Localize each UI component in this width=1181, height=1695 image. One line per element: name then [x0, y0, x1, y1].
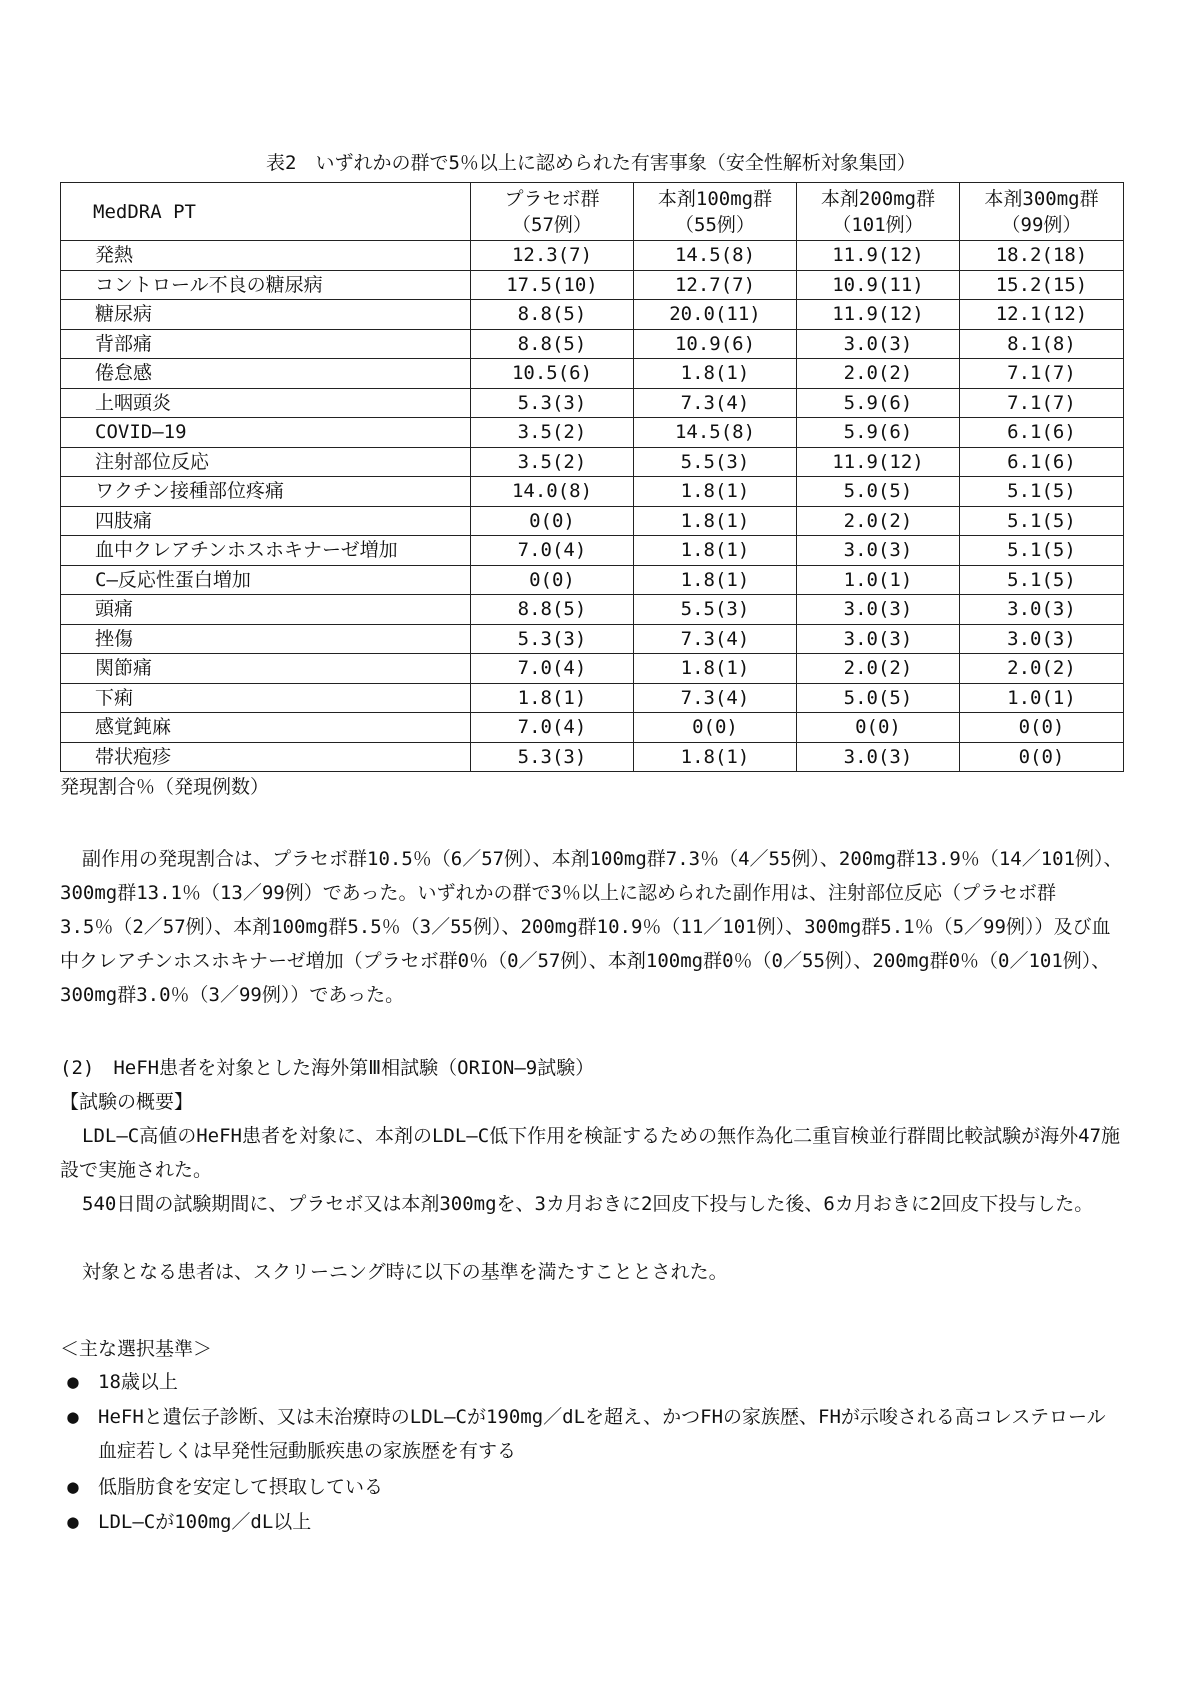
row-value: 3.5(2) — [471, 447, 634, 477]
row-term: 感覚鈍麻 — [61, 713, 471, 743]
row-value: 1.8(1) — [634, 477, 797, 507]
criteria-label: ＜主な選択基準＞ — [60, 1338, 213, 1360]
row-value: 14.5(8) — [634, 418, 797, 448]
row-value: 7.1(7) — [960, 359, 1124, 389]
criteria-item — [60, 1470, 1123, 1504]
overview-paragraph: 対象となる患者は、スクリーニング時に以下の基準を満たすこととされた。 — [82, 1261, 728, 1283]
row-value: 0(0) — [471, 506, 634, 536]
row-term: コントロール不良の糖尿病 — [61, 270, 471, 300]
row-value: 1.8(1) — [471, 683, 634, 713]
bullet-icon: ● — [67, 1371, 79, 1393]
criteria-item — [60, 1400, 1123, 1468]
row-value: 5.1(5) — [960, 477, 1124, 507]
row-term: C―反応性蛋白増加 — [61, 565, 471, 595]
row-value: 12.3(7) — [471, 241, 634, 271]
table-row — [61, 654, 1124, 684]
criteria-text: LDL―Cが100mg／dL以上 — [98, 1511, 312, 1533]
row-value: 0(0) — [471, 565, 634, 595]
row-value: 11.9(12) — [797, 447, 960, 477]
row-value: 5.3(3) — [471, 742, 634, 772]
header-group: プラセボ群 （57例） — [471, 183, 634, 241]
row-value: 3.0(3) — [797, 329, 960, 359]
row-value: 6.1(6) — [960, 418, 1124, 448]
table-row — [61, 536, 1124, 566]
criteria-text: 低脂肪食を安定して摂取している — [98, 1476, 384, 1498]
row-term: 倦怠感 — [61, 359, 471, 389]
table-row — [61, 329, 1124, 359]
table-row — [61, 683, 1124, 713]
row-term: 関節痛 — [61, 654, 471, 684]
row-term: 注射部位反応 — [61, 447, 471, 477]
bullet-icon: ● — [67, 1476, 79, 1498]
criteria-text: HeFHと遺伝子診断、又は未治療時のLDL―Cが190mg／dLを超え、かつFHの家族歴、FHが示唆される高コレステロール血症若しくは早発性冠動脈疾患の家族歴を有する — [98, 1406, 1106, 1462]
row-value: 3.0(3) — [797, 536, 960, 566]
row-value: 10.9(6) — [634, 329, 797, 359]
row-value: 7.0(4) — [471, 713, 634, 743]
bullet-icon: ● — [67, 1511, 79, 1533]
row-value: 2.0(2) — [797, 654, 960, 684]
table-row — [61, 241, 1124, 271]
table-row — [61, 447, 1124, 477]
row-value: 5.1(5) — [960, 536, 1124, 566]
table-header-row — [61, 183, 1124, 241]
row-term: 帯状疱疹 — [61, 742, 471, 772]
overview-paragraph: LDL―C高値のHeFH患者を対象に、本剤のLDL―C低下作用を検証するための無作為化二重盲検並行群間比較試験が海外47施設で実施された。 — [60, 1125, 1121, 1181]
row-value: 5.3(3) — [471, 624, 634, 654]
overview-paragraph: 540日間の試験期間に、プラセボ又は本剤300mgを、3カ月おきに2回皮下投与した後、6カ月おきに2回皮下投与した。 — [82, 1193, 1094, 1215]
row-value: 2.0(2) — [960, 654, 1124, 684]
table-row — [61, 388, 1124, 418]
row-value: 3.0(3) — [797, 624, 960, 654]
row-value: 10.9(11) — [797, 270, 960, 300]
table-row — [61, 595, 1124, 625]
row-value: 7.0(4) — [471, 654, 634, 684]
row-value: 5.9(6) — [797, 418, 960, 448]
overview-label: 【試験の概要】 — [60, 1091, 194, 1113]
table-row — [61, 300, 1124, 330]
table-row — [61, 565, 1124, 595]
row-value: 11.9(12) — [797, 300, 960, 330]
row-value: 7.1(7) — [960, 388, 1124, 418]
table-row — [61, 742, 1124, 772]
row-value: 5.3(3) — [471, 388, 634, 418]
row-value: 1.8(1) — [634, 536, 797, 566]
row-value: 1.8(1) — [634, 742, 797, 772]
row-value: 14.5(8) — [634, 241, 797, 271]
row-value: 1.0(1) — [960, 683, 1124, 713]
row-value: 1.8(1) — [634, 565, 797, 595]
row-term: 上咽頭炎 — [61, 388, 471, 418]
adverse-events-table — [60, 182, 1124, 772]
row-value: 12.7(7) — [634, 270, 797, 300]
row-value: 8.8(5) — [471, 300, 634, 330]
table-row — [61, 713, 1124, 743]
row-value: 0(0) — [960, 742, 1124, 772]
row-value: 1.0(1) — [797, 565, 960, 595]
row-value: 7.3(4) — [634, 624, 797, 654]
row-value: 14.0(8) — [471, 477, 634, 507]
row-value: 15.2(15) — [960, 270, 1124, 300]
table-footnote: 発現割合％（発現例数） — [60, 776, 270, 798]
row-value: 10.5(6) — [471, 359, 634, 389]
row-value: 3.0(3) — [960, 624, 1124, 654]
row-term: 下痢 — [61, 683, 471, 713]
row-term: 四肢痛 — [61, 506, 471, 536]
table-row — [61, 359, 1124, 389]
row-value: 7.0(4) — [471, 536, 634, 566]
header-group: 本剤100mg群 （55例） — [634, 183, 797, 241]
row-value: 0(0) — [797, 713, 960, 743]
row-value: 3.0(3) — [960, 595, 1124, 625]
row-value: 17.5(10) — [471, 270, 634, 300]
row-value: 11.9(12) — [797, 241, 960, 271]
criteria-item — [60, 1365, 1123, 1399]
header-term: MedDRA PT — [61, 183, 471, 241]
row-term: 発熱 — [61, 241, 471, 271]
row-value: 18.2(18) — [960, 241, 1124, 271]
table-row — [61, 506, 1124, 536]
row-value: 1.8(1) — [634, 654, 797, 684]
table-caption: 表2 いずれかの群で5％以上に認められた有害事象（安全性解析対象集団） — [266, 152, 916, 174]
row-term: 挫傷 — [61, 624, 471, 654]
side-effects-paragraph: 副作用の発現割合は、プラセボ群10.5％（6／57例）、本剤100mg群7.3％（4／55例）、200mg群13.9％（14／101例）、300mg群13.1％（13／99例）であった。いずれかの群で3％以上に認められた副作用は、注射部位反応（プラセボ群3.5％（2／57例）、本剤100mg群5.5％（3／55例）、200mg群10.9％（11／101例）、300mg群5.1％（5／99例））及び血中クレアチンホスホキナーゼ増加（プラセボ群0％（0／57例）、本剤100mg群0％（0／55例）、200mg群0％（0／101例）、300mg群3.0％（3／99例））であった。 — [60, 848, 1123, 1006]
row-value: 2.0(2) — [797, 506, 960, 536]
table-row — [61, 270, 1124, 300]
table-row — [61, 477, 1124, 507]
row-value: 2.0(2) — [797, 359, 960, 389]
row-term: 背部痛 — [61, 329, 471, 359]
row-value: 7.3(4) — [634, 683, 797, 713]
table-row — [61, 624, 1124, 654]
row-term: ワクチン接種部位疼痛 — [61, 477, 471, 507]
row-term: 頭痛 — [61, 595, 471, 625]
row-value: 1.8(1) — [634, 506, 797, 536]
row-value: 8.1(8) — [960, 329, 1124, 359]
row-value: 5.9(6) — [797, 388, 960, 418]
bullet-icon: ● — [67, 1406, 79, 1428]
section-heading: (2) HeFH患者を対象とした海外第Ⅲ相試験（ORION―9試験） — [60, 1057, 595, 1079]
table-row — [61, 418, 1124, 448]
row-value: 3.0(3) — [797, 595, 960, 625]
row-value: 3.0(3) — [797, 742, 960, 772]
criteria-item — [60, 1505, 1123, 1539]
row-value: 5.5(3) — [634, 447, 797, 477]
row-value: 5.0(5) — [797, 683, 960, 713]
row-value: 8.8(5) — [471, 329, 634, 359]
row-value: 12.1(12) — [960, 300, 1124, 330]
row-value: 6.1(6) — [960, 447, 1124, 477]
row-term: COVID―19 — [61, 418, 471, 448]
row-value: 5.1(5) — [960, 565, 1124, 595]
row-value: 5.1(5) — [960, 506, 1124, 536]
row-value: 5.5(3) — [634, 595, 797, 625]
row-term: 血中クレアチンホスホキナーゼ増加 — [61, 536, 471, 566]
row-value: 3.5(2) — [471, 418, 634, 448]
row-value: 0(0) — [960, 713, 1124, 743]
row-value: 1.8(1) — [634, 359, 797, 389]
row-term: 糖尿病 — [61, 300, 471, 330]
row-value: 20.0(11) — [634, 300, 797, 330]
header-group: 本剤300mg群 （99例） — [960, 183, 1124, 241]
row-value: 7.3(4) — [634, 388, 797, 418]
header-group: 本剤200mg群 （101例） — [797, 183, 960, 241]
criteria-text: 18歳以上 — [98, 1371, 178, 1393]
row-value: 8.8(5) — [471, 595, 634, 625]
row-value: 5.0(5) — [797, 477, 960, 507]
row-value: 0(0) — [634, 713, 797, 743]
